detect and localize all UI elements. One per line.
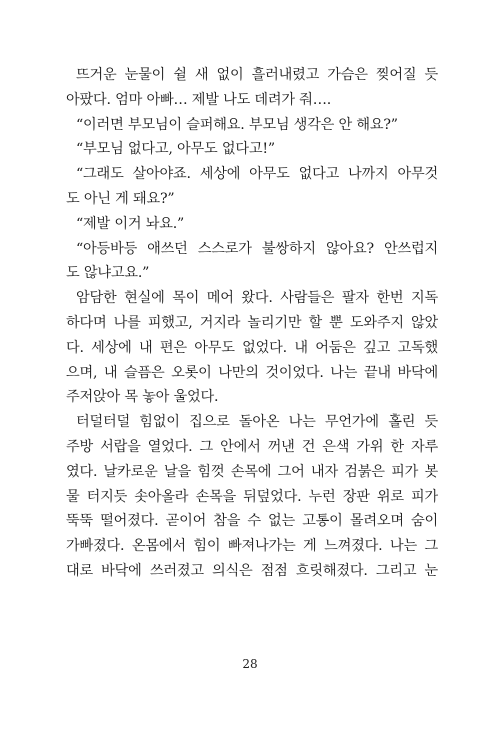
text-line: 도 않냐고요.”: [66, 265, 150, 282]
text-line: 가빠졌다. 온몸에서 힘이 빠져나가는 게 느껴졌다. 나는 그: [66, 538, 438, 555]
text-line: “제발 이거 놔요.”: [76, 215, 185, 232]
text-line: 였다. 날카로운 날을 힘껏 손목에 그어 내자 검붉은 피가 봇: [66, 463, 438, 480]
text-line: 주저앉아 목 놓아 울었다.: [66, 389, 219, 406]
text-line: 뚝뚝 떨어졌다. 곧이어 참을 수 없는 고통이 몰려오며 숨이: [66, 513, 438, 530]
text-line: “이러면 부모님이 슬퍼해요. 부모님 생각은 안 해요?”: [76, 116, 398, 133]
text-line: 주방 서랍을 열었다. 그 안에서 꺼낸 건 은색 가위 한 자루: [66, 438, 438, 455]
text-line: 뜨거운 눈물이 쉴 새 없이 흘러내렸고 가슴은 찢어질 듯: [76, 67, 438, 83]
text-line: 하다며 나를 피했고, 거지라 놀리기만 할 뿐 도와주지 않았: [66, 314, 438, 331]
text-line: “부모님 없다고, 아무도 없다고!”: [76, 141, 275, 158]
text-line: 아팠다. 엄마 아빠… 제발 나도 데려가 줘….: [66, 91, 332, 108]
text-line: 암담한 현실에 목이 메어 왔다. 사람들은 팔자 한번 지독: [76, 290, 438, 307]
text-line: 터덜터덜 힘없이 집으로 돌아온 나는 무언가에 홀린 듯: [76, 414, 438, 431]
text-line: 으며, 내 슬픔은 오롯이 나만의 것이었다. 나는 끝내 바닥에: [66, 364, 438, 381]
text-line: 물 터지듯 솟아올라 손목을 뒤덮었다. 누런 장판 위로 피가: [66, 488, 438, 505]
text-line: 도 아닌 게 돼요?”: [66, 190, 175, 207]
page-number: 28: [242, 657, 258, 671]
text-line: 대로 바닥에 쓰러졌고 의식은 점점 흐릿해졌다. 그리고 눈: [66, 562, 438, 579]
text-line: “그래도 살아야죠. 세상에 아무도 없다고 나까지 아무것: [76, 166, 438, 183]
text-line: 다. 세상에 내 편은 아무도 없었다. 내 어둠은 깊고 고독했: [66, 339, 438, 356]
body-text: [66, 63, 438, 584]
text-line: “아등바등 애쓰던 스스로가 불쌍하지 않아요? 안쓰럽지: [76, 240, 438, 257]
